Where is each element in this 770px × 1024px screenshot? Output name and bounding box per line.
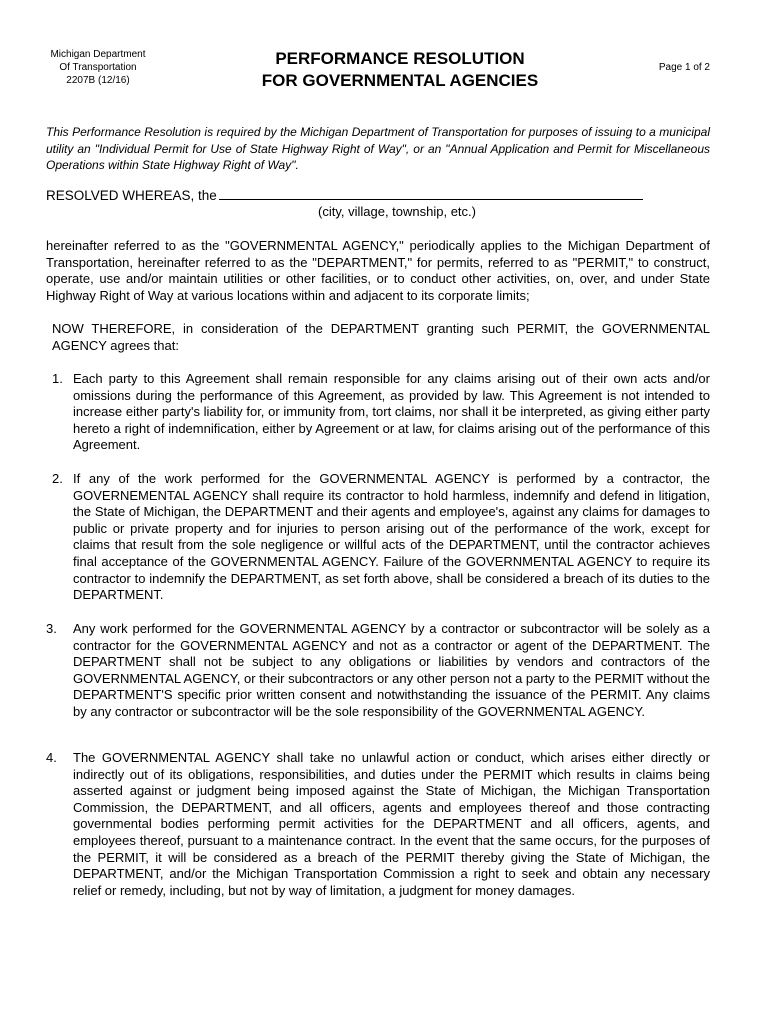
item-number: 3.: [46, 621, 57, 636]
page-number: Page 1 of 2: [658, 62, 710, 73]
hereinafter-paragraph: hereinafter referred to as the "GOVERNMENTAL AGENCY," periodically applies to the Michigan Department of Transportation, hereinafter referred to as the "DEPARTMENT," for permits, referred to as "PERMIT," to construct, operate, use and/or maintain utilities or other facilities, or to conduct other activities, on, over, and under State Highway Right of Way at various locations within and adjacent to its corporate limits;: [46, 238, 710, 303]
agency-name-line2: Of Transportation: [59, 62, 137, 73]
item-number: 4.: [46, 750, 57, 765]
now-therefore-paragraph: NOW THEREFORE, in consideration of the DEPARTMENT granting such PERMIT, the GOVERNMENTAL AGENCY agrees that:: [52, 321, 710, 353]
list-item: [52, 371, 710, 454]
item-number: 1.: [52, 371, 63, 386]
agency-name-field[interactable]: [219, 186, 643, 200]
title-line1: PERFORMANCE RESOLUTION: [275, 49, 525, 68]
item-text: Any work performed for the GOVERNMENTAL AGENCY by a contractor or subcontractor will be solely as a contractor for the GOVERNMENTAL AGENCY and not as a contractor or agent of the DEPARTMENT. The DEPARTMENT shall not be subject to any obligations or liabilities by vendors and contractors of the GOVERNMENTAL AGENCY, or their subcontractors or any other person not a party to the PERMIT without the DEPARTMENT'S specific prior written consent and notwithstanding the issuance of the PERMIT. Any claims by any contractor or subcontractor will be the sole responsibility of the GOVERNMENTAL AGENCY.: [73, 621, 710, 719]
item-number: 2.: [52, 471, 63, 486]
title-line2: FOR GOVERNMENTAL AGENCIES: [261, 71, 539, 90]
resolved-line: [46, 186, 710, 205]
intro-paragraph: This Performance Resolution is required by the Michigan Department of Transportation for purposes of issuing to a municipal utility an "Individual Permit for Use of State Highway Right of Way", or an "Annual Application and Permit for Miscellaneous Operations within State Highway Right of Way".: [46, 125, 710, 172]
item-text: Each party to this Agreement shall remain responsible for any claims arising out of their own acts and/or omissions during the performance of this Agreement, as provided by law. This Agreement is not intended to increase either party's liability for, or immunity from, tort claims, nor shall it be interpreted, as giving either party hereto a right of indemnification, either by Agreement or at law, for claims arising out of the performance of this Agreement.: [73, 371, 710, 453]
item-text: If any of the work performed for the GOVERNMENTAL AGENCY is performed by a contractor, the GOVERNEMENTAL AGENCY shall require its contractor to hold harmless, indemnify and defend in litigation, the State of Michigan, the DEPARTMENT and their agents and employee's, against any claims for damages to public or private property and for injuries to person arising out of the performance of the work, except for claims that result from the sole negligence or willful acts of the DEPARTMENT, until the contractor achieves final acceptance of the GOVERNMENTAL AGENCY. Failure of the GOVERNMENTAL AGENCY to require its contractor to indemnify the DEPARTMENT, as set forth above, shall be considered a breach of its duties to the DEPARTMENT.: [73, 471, 710, 603]
resolved-label: RESOLVED WHEREAS, the: [46, 188, 217, 203]
agency-name-line1: Michigan Department: [50, 49, 146, 60]
agency-block: [48, 48, 148, 87]
field-caption: (city, village, township, etc.): [318, 204, 476, 219]
list-item: [46, 750, 710, 899]
document-title: [230, 48, 570, 92]
item-text: The GOVERNMENTAL AGENCY shall take no unlawful action or conduct, which arises either directly or indirectly out of its obligations, responsibilities, and duties under the PERMIT which results in claims being asserted against or judgment being imposed against the State of Michigan, the Michigan Transportation Commission, the DEPARTMENT, and all officers, agents and employees thereof and those contracting governmental bodies performing permit activities for the DEPARTMENT and all officers, agents, and employees thereof, pursuant to a maintenance contract. In the event that the same occurs, for the purposes of the PERMIT, it will be considered as a breach of the PERMIT thereby giving the State of Michigan, the DEPARTMENT, and/or the Michigan Transportation Commission a right to seek and obtain any necessary relief or remedy, including, but not by way of limitation, a judgment for money damages.: [73, 750, 710, 898]
list-item: [46, 621, 710, 721]
form-id: 2207B (12/16): [66, 75, 130, 86]
list-item: [52, 471, 710, 604]
